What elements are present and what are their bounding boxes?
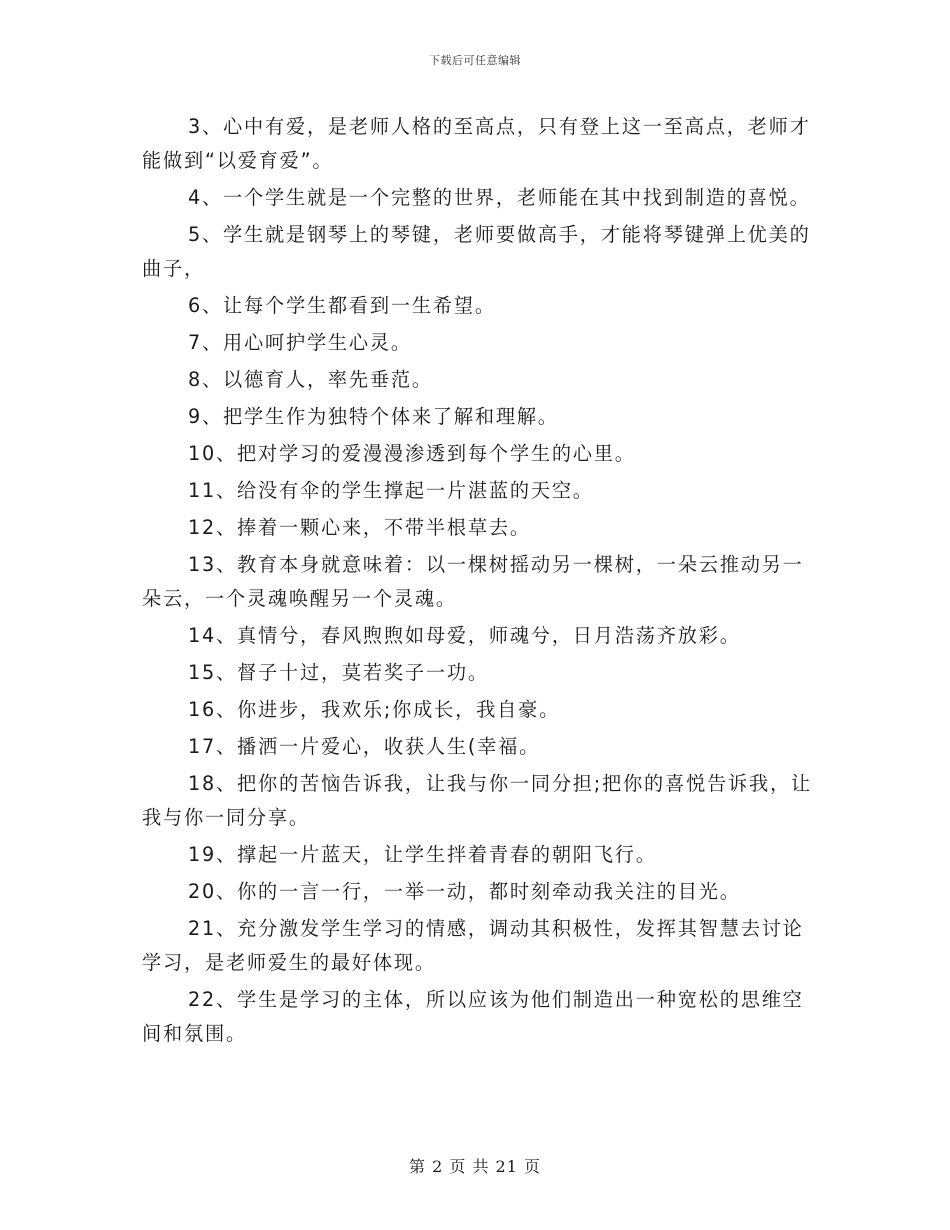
page-header: 下载后可任意编辑 [429, 54, 521, 67]
paragraph-4: 4、一个学生就是一个完整的世界，老师能在其中找到制造的喜悦。 [188, 186, 811, 209]
paragraph-20: 20、你的一言一行，一举一动，都时刻牵动我关注的目光。 [188, 880, 741, 903]
paragraph-9: 9、把学生作为独特个体来了解和理解。 [188, 405, 559, 428]
paragraph-8: 8、以德育人，率先垂范。 [188, 368, 433, 391]
paragraph-7: 7、用心呵护学生心灵。 [188, 331, 412, 354]
paragraph-5: 5、学生就是钢琴上的琴键，老师要做高手，才能将琴键弹上优美的曲子， [142, 223, 811, 280]
paragraph-10: 10、把对学习的爱漫漫渗透到每个学生的心里。 [188, 442, 636, 465]
paragraph-18: 18、把你的苦恼告诉我，让我与你一同分担;把你的喜悦告诉我，让我与你一同分享。 [142, 772, 812, 829]
paragraph-13: 13、教育本身就意味着：以一棵树摇动另一棵树，一朵云推动另一朵云，一个灵魂唤醒另一个灵魂。 [142, 553, 804, 610]
paragraph-19: 19、撑起一片蓝天，让学生拌着青春的朝阳飞行。 [188, 843, 657, 866]
paragraph-17: 17、播洒一片爱心，收获人生(幸福。 [188, 735, 541, 758]
paragraph-16: 16、你进步，我欢乐;你成长，我自豪。 [188, 698, 561, 721]
document-body [142, 110, 814, 1054]
page-footer: 第 2 页 共 21 页 [409, 1157, 541, 1176]
paragraph-3: 3、心中有爱，是老师人格的至高点，只有登上这一至高点，老师才能做到“以爱育爱”。 [142, 115, 811, 172]
paragraph-22: 22、学生是学习的主体，所以应该为他们制造出一种宽松的思维空间和氛围。 [142, 988, 804, 1045]
paragraph-15: 15、督子十过，莫若奖子一功。 [188, 661, 489, 684]
paragraph-14: 14、真情兮，春风煦煦如母爱，师魂兮，日月浩荡齐放彩。 [188, 624, 741, 647]
paragraph-21: 21、充分激发学生学习的情感，调动其积极性，发挥其智慧去讨论学习，是老师爱生的最好体现。 [142, 917, 804, 974]
paragraph-11: 11、给没有伞的学生撑起一片湛蓝的天空。 [188, 479, 594, 502]
paragraph-6: 6、让每个学生都看到一生希望。 [188, 294, 496, 317]
paragraph-12: 12、捧着一颗心来，不带半根草去。 [188, 516, 531, 539]
